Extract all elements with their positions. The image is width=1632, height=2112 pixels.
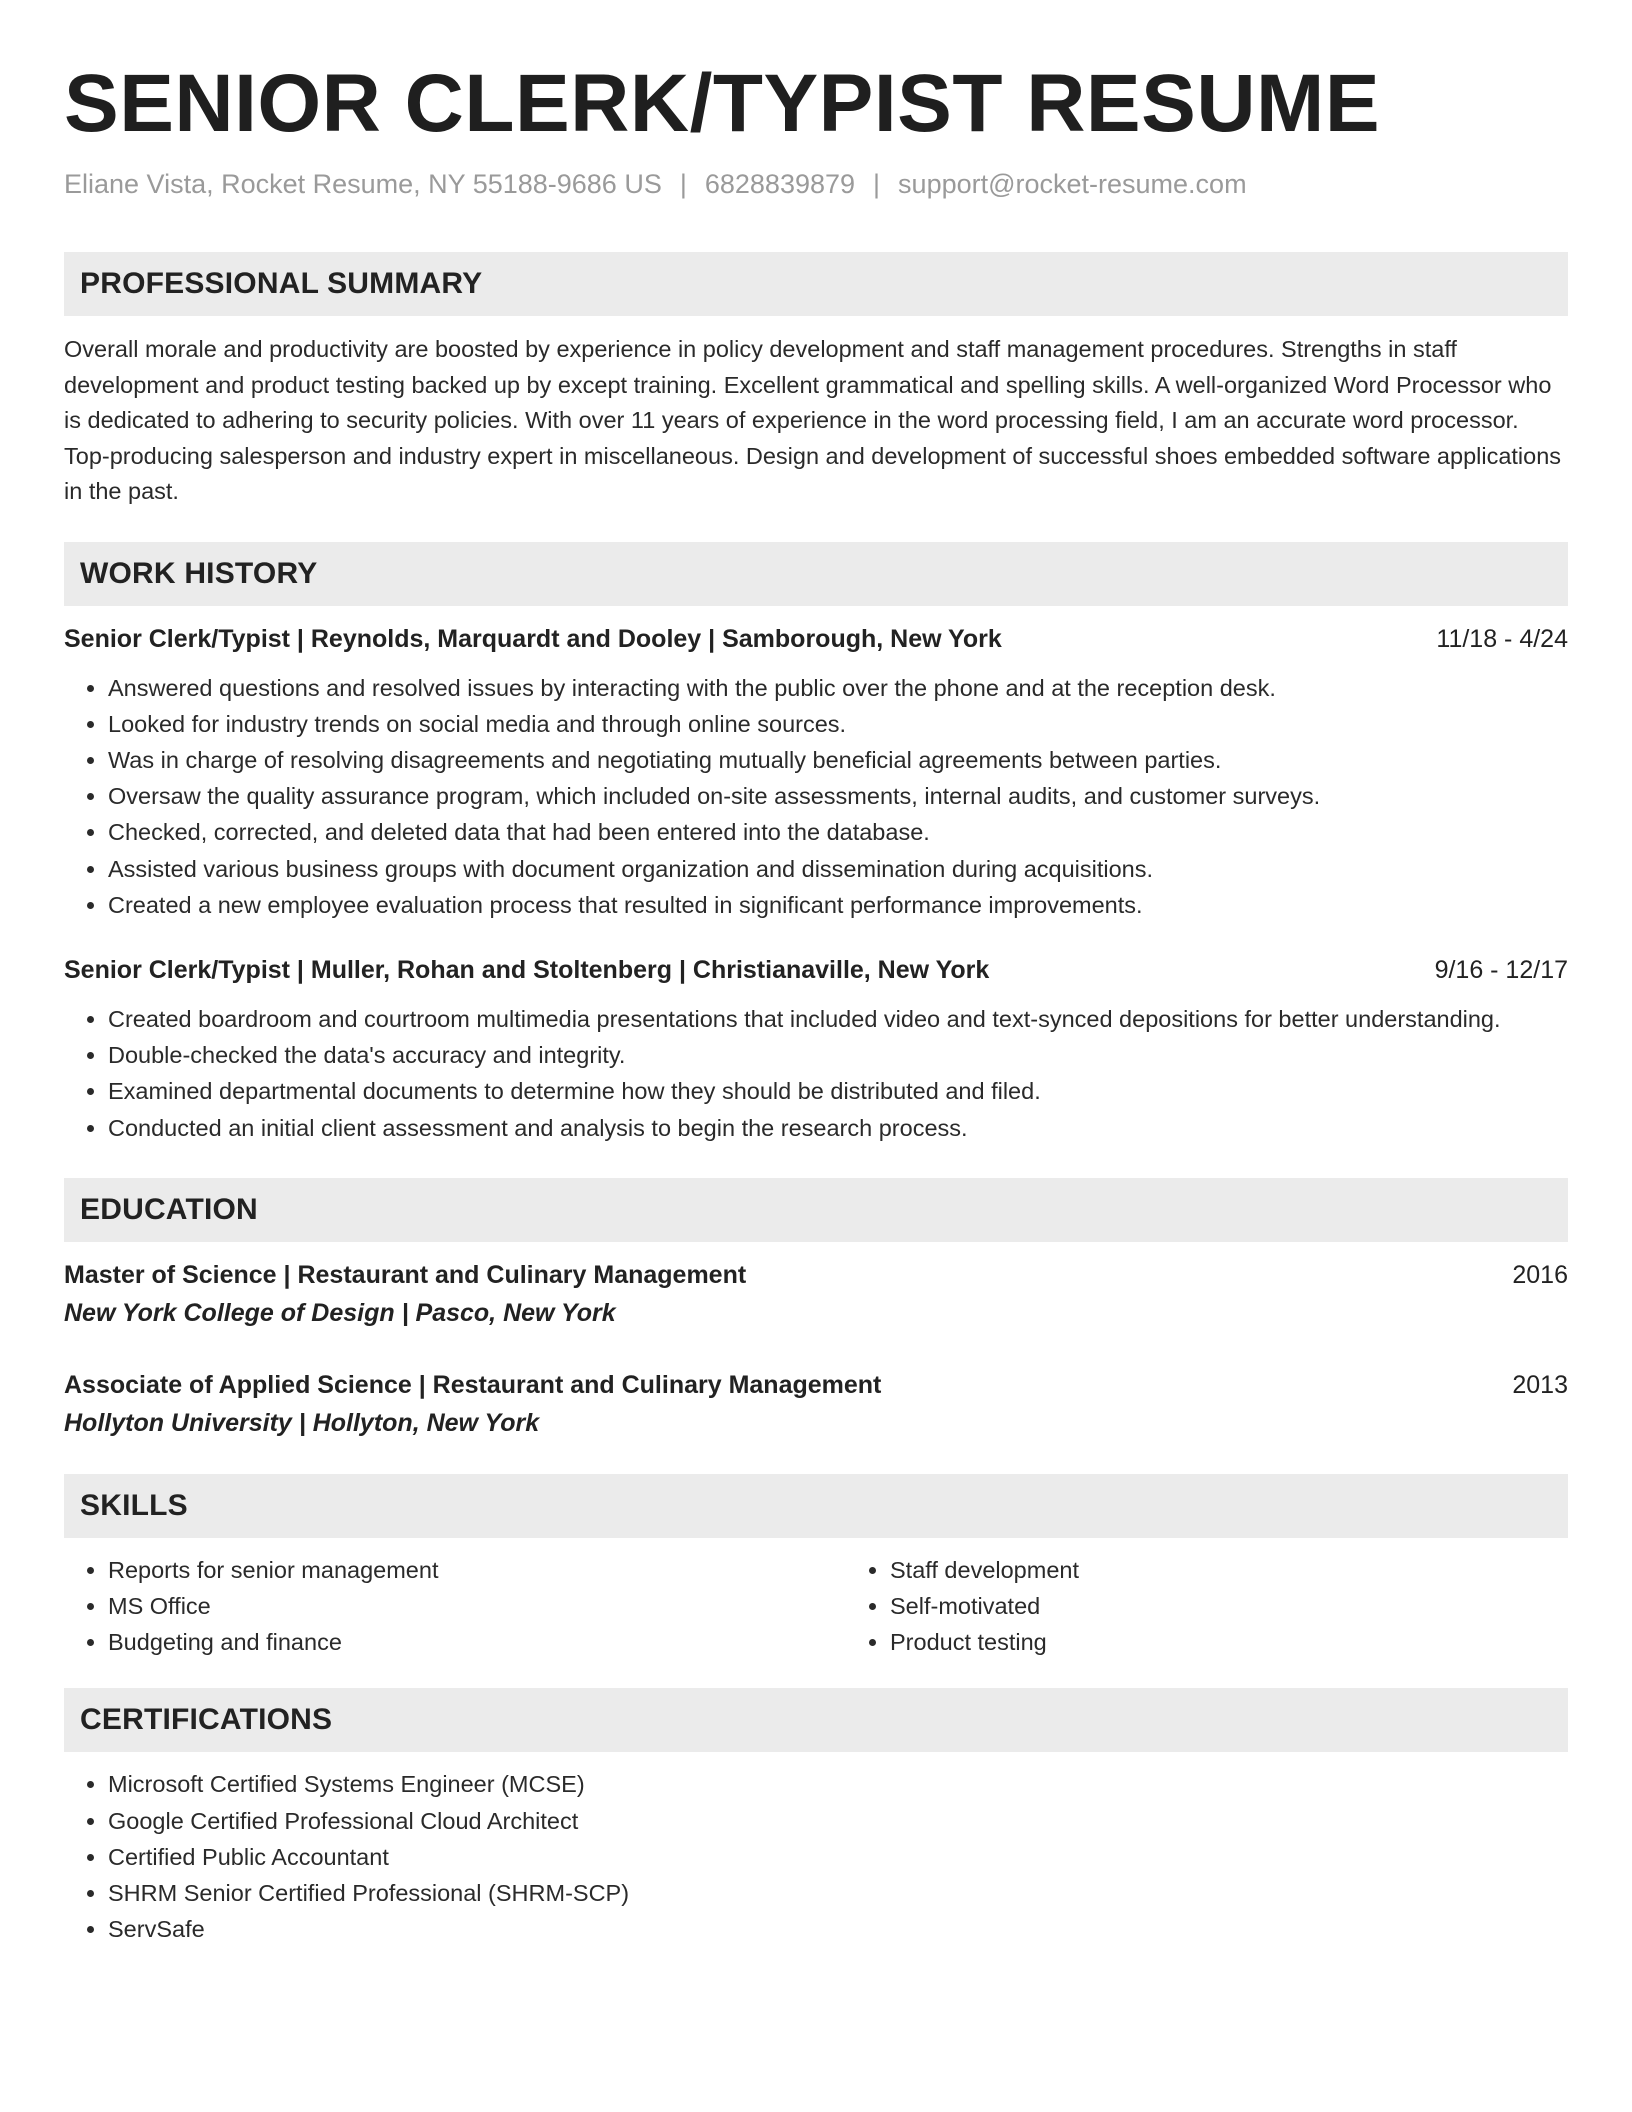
skill-item: • Product testing <box>890 1624 1568 1660</box>
section-header-certifications: CERTIFICATIONS <box>64 1688 1568 1752</box>
education-header <box>64 1258 1568 1292</box>
job-entry <box>64 953 1568 1146</box>
contact-separator: | <box>873 169 881 199</box>
job-bullet: • Conducted an initial client assessment and analysis to begin the research process. <box>108 1110 1568 1146</box>
job-bullet: • Answered questions and resolved issues by interacting with the public over the phone and at the reception desk. <box>108 670 1568 706</box>
graduation-year: 2016 <box>1512 1260 1568 1289</box>
section-header-summary: PROFESSIONAL SUMMARY <box>64 252 1568 316</box>
job-bullet: • Oversaw the quality assurance program, which included on-site assessments, internal audits, and customer surveys. <box>108 778 1568 814</box>
certification-item: • Microsoft Certified Systems Engineer (MCSE) <box>108 1766 1568 1802</box>
contact-line <box>64 166 1568 202</box>
skills-grid <box>64 1552 1568 1661</box>
contact-phone: 6828839879 <box>704 169 856 199</box>
job-title-line: Senior Clerk/Typist | Muller, Rohan and Stoltenberg | Christianaville, New York <box>64 955 990 984</box>
education-header <box>64 1368 1568 1402</box>
skill-item: • Budgeting and finance <box>108 1624 846 1660</box>
education-entry <box>64 1258 1568 1330</box>
job-dates: 9/16 - 12/17 <box>1434 955 1568 984</box>
skill-item: • Self-motivated <box>890 1588 1568 1624</box>
section-header-work-history: WORK HISTORY <box>64 542 1568 606</box>
school-line: Hollyton University | Hollyton, New York <box>64 1408 540 1437</box>
summary-paragraph: Overall morale and productivity are boosted by experience in policy development and staff management procedures. Strengths in staff development and product testing backed up by except training. Excellent grammatical and spelling skills. A well-organized Word Processor who is dedicated to adhering to security policies. With over 11 years of experience in the word processing field, I am an accurate word processor. Top-producing salesperson and industry expert in miscellaneous. Design and development of successful shoes embedded software applications in the past. <box>64 336 1562 504</box>
job-bullet: • Assisted various business groups with document organization and dissemination during acquisitions. <box>108 851 1568 887</box>
job-bullet: • Double-checked the data's accuracy and integrity. <box>108 1037 1568 1073</box>
job-bullet-list <box>64 670 1568 923</box>
degree-line: Associate of Applied Science | Restaurant and Culinary Management <box>64 1370 882 1399</box>
job-bullet-list <box>64 1001 1568 1146</box>
job-bullet: • Checked, corrected, and deleted data that had been entered into the database. <box>108 814 1568 850</box>
skill-item: • MS Office <box>108 1588 846 1624</box>
job-bullet: • Examined departmental documents to determine how they should be distributed and filed. <box>108 1073 1568 1109</box>
certification-item: • Certified Public Accountant <box>108 1839 1568 1875</box>
job-bullet: • Created boardroom and courtroom multimedia presentations that included video and text-synced depositions for better understanding. <box>108 1001 1568 1037</box>
certification-item: • Google Certified Professional Cloud Architect <box>108 1803 1568 1839</box>
contact-email: support@rocket-resume.com <box>898 169 1247 199</box>
job-bullet: • Created a new employee evaluation process that resulted in significant performance improvements. <box>108 887 1568 923</box>
skill-item: • Reports for senior management <box>108 1552 846 1588</box>
certification-item: • SHRM Senior Certified Professional (SHRM-SCP) <box>108 1875 1568 1911</box>
skills-list-right <box>846 1552 1568 1661</box>
job-bullet: • Looked for industry trends on social media and through online sources. <box>108 706 1568 742</box>
skill-item: • Staff development <box>890 1552 1568 1588</box>
job-dates: 11/18 - 4/24 <box>1436 624 1568 653</box>
job-header <box>64 622 1568 656</box>
job-bullet: • Was in charge of resolving disagreements and negotiating mutually beneficial agreements between parties. <box>108 742 1568 778</box>
section-header-skills: SKILLS <box>64 1474 1568 1538</box>
job-header <box>64 953 1568 987</box>
school-line: New York College of Design | Pasco, New York <box>64 1298 616 1327</box>
section-header-education: EDUCATION <box>64 1178 1568 1242</box>
resume-title: SENIOR CLERK/TYPIST RESUME <box>64 58 1381 149</box>
degree-line: Master of Science | Restaurant and Culinary Management <box>64 1260 747 1289</box>
job-title-line: Senior Clerk/Typist | Reynolds, Marquardt and Dooley | Samborough, New York <box>64 624 1002 653</box>
education-entry <box>64 1368 1568 1440</box>
job-entry <box>64 622 1568 923</box>
skills-list-left <box>64 1552 846 1661</box>
certifications-list <box>64 1766 1568 1947</box>
contact-address: Eliane Vista, Rocket Resume, NY 55188-9686 US <box>64 169 662 199</box>
graduation-year: 2013 <box>1512 1370 1568 1399</box>
certification-item: • ServSafe <box>108 1911 1568 1947</box>
contact-separator: | <box>679 169 687 199</box>
